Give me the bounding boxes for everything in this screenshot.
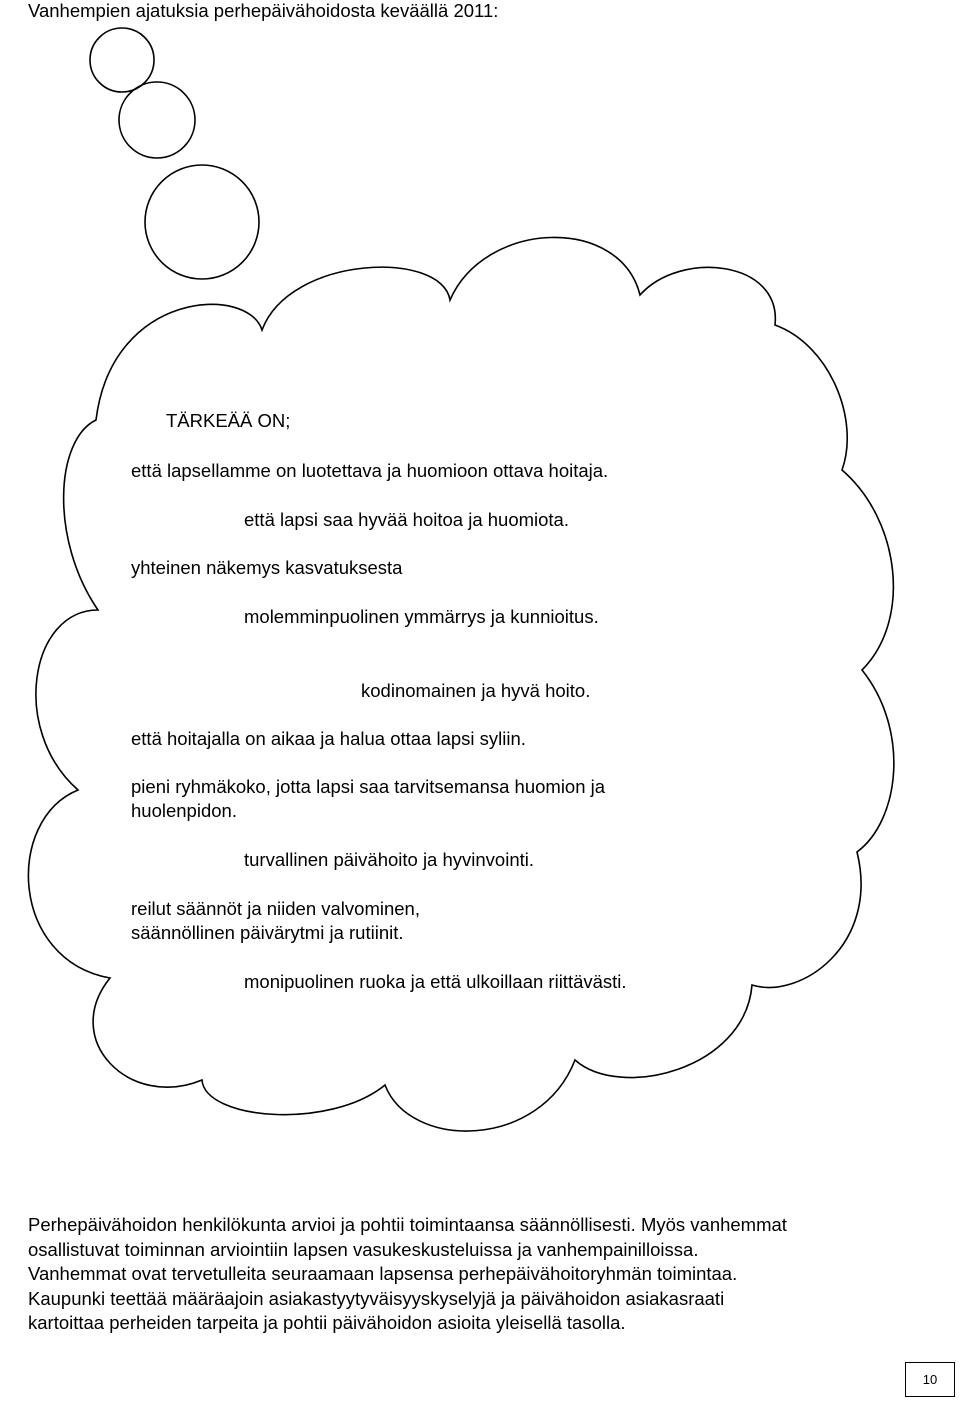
cloud-item: säännöllinen päivärytmi ja rutiinit. (131, 922, 404, 943)
paragraph-line: Perhepäivähoidon henkilökunta arvioi ja pohtii toimintaansa säännöllisesti. Myös vanhemmat (28, 1214, 787, 1235)
thought-bubble-large (145, 165, 259, 279)
body-paragraph (28, 1213, 933, 1336)
paragraph-line: osallistuvat toiminnan arviointiin lapsen vasukeskusteluissa ja vanhempainilloissa. (28, 1238, 699, 1260)
cloud-title: TÄRKEÄÄ ON; (166, 410, 291, 431)
page-number: 10 (905, 1362, 955, 1397)
cloud-item: että lapsi saa hyvää hoitoa ja huomiota. (244, 509, 569, 530)
cloud-item: kodinomainen ja hyvä hoito. (361, 680, 591, 701)
cloud-item: että hoitajalla on aikaa ja halua ottaa lapsi syliin. (131, 728, 526, 749)
cloud-item: molemminpuolinen ymmärrys ja kunnioitus. (244, 606, 599, 627)
cloud-item: turvallinen päivähoito ja hyvinvointi. (244, 849, 535, 870)
cloud-item: yhteinen näkemys kasvatuksesta (131, 557, 403, 578)
thought-bubble-medium (119, 82, 195, 158)
paragraph-line: kartoittaa perheiden tarpeita ja pohtii päivähoidon asioita yleisellä tasolla. (28, 1312, 626, 1333)
paragraph-line: Vanhemmat ovat tervetulleita seuraamaan lapsensa perhepäivähoitoryhmän toimintaa. (28, 1263, 738, 1284)
paragraph-line: Kaupunki teettää määräajoin asiakastyytyväisyyskyselyjä ja päivähoidon asiakasraati (28, 1287, 725, 1309)
cloud-item: pieni ryhmäkoko, jotta lapsi saa tarvitsemansa huomion ja (131, 776, 606, 797)
thought-bubble-small (90, 28, 154, 92)
cloud-item: että lapsellamme on luotettava ja huomioon ottava hoitaja. (131, 460, 609, 481)
page-heading: Vanhempien ajatuksia perhepäivähoidosta keväällä 2011: (28, 0, 499, 21)
cloud-item: huolenpidon. (131, 800, 237, 821)
cloud-item: monipuolinen ruoka ja että ulkoillaan riittävästi. (244, 971, 627, 992)
cloud-item: reilut säännöt ja niiden valvominen, (131, 898, 420, 919)
